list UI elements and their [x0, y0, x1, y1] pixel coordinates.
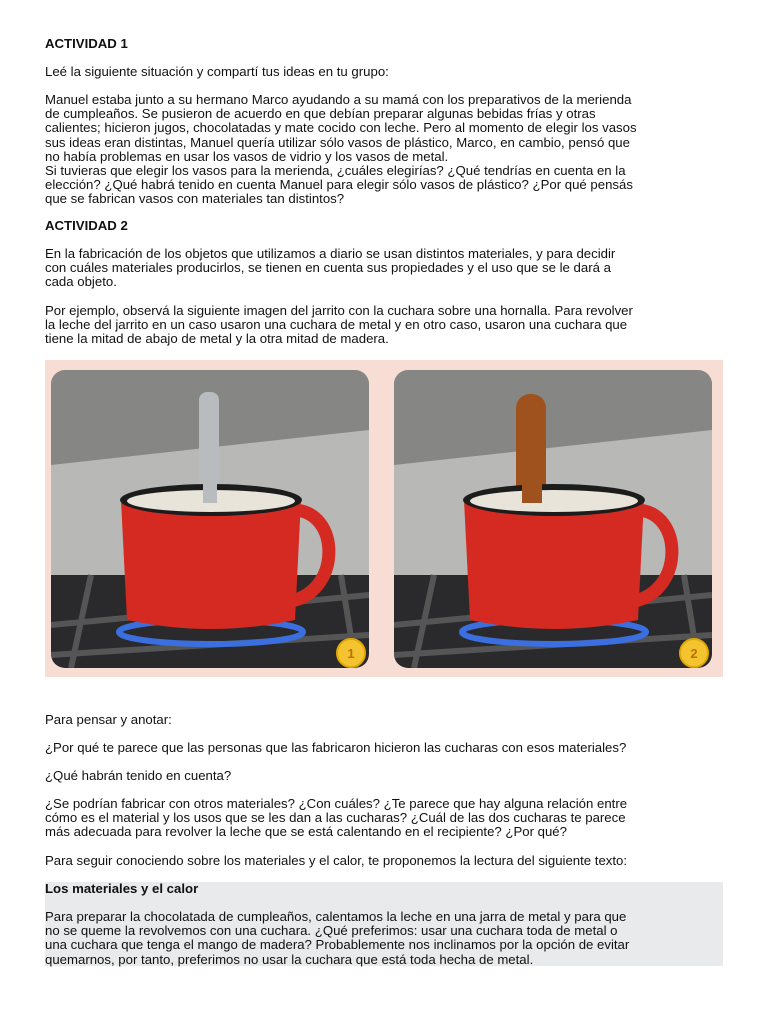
question-3: ¿Se podrían fabricar con otros materiales? ¿Con cuáles? ¿Te parece que hay alguna relación entre cómo es el material y los usos que se les dan a las cucharas? ¿Cuál de las dos cucharas te parece más adecuada para revolver la leche que se está calentando en el recipiente? ¿Por qué? — [45, 796, 628, 840]
red-mug — [464, 500, 644, 629]
red-mug — [121, 500, 301, 629]
activity-1-intro: Leé la siguiente situación y compartí tus ideas en tu grupo: — [45, 64, 389, 79]
wood-spoon-photo — [394, 370, 712, 668]
reading-body: Para preparar la chocolatada de cumpleaños, calentamos la leche en una jarra de metal y para que no se queme la revolvemos con una cuchara. ¿Qué preferimos: usar una cuchara toda de metal o una cuchara que tenga el mango de madera? Probablemente nos inclinamos por la opción de evitar quemarnos, por tanto, preferimos no usar la cuchara que está toda hecha de metal. — [45, 909, 630, 967]
reading-intro: Para seguir conociendo sobre los materiales y el calor, te proponemos la lectura del siguiente texto: — [45, 853, 628, 868]
metal-spoon-shaft — [203, 470, 217, 503]
activity-2-paragraph-1: En la fabricación de los objetos que utilizamos a diario se usan distintos materiales, y para decidir con cuáles materiales producirlos, se tienen en cuenta sus propiedades y el uso que se le dará a cada objeto. — [45, 246, 616, 290]
mug-spoon-figure — [45, 360, 723, 677]
activity-1-heading: ACTIVIDAD 1 — [45, 36, 128, 51]
badge-label: 2 — [690, 646, 698, 661]
question-2: ¿Qué habrán tenido en cuenta? — [45, 768, 232, 783]
photo-panel-metal-spoon — [51, 370, 369, 668]
question-1: ¿Por qué te parece que las personas que las fabricaron hicieron las cucharas con esos materiales? — [45, 740, 627, 755]
activity-2-heading: ACTIVIDAD 2 — [45, 218, 128, 233]
milk-surface — [470, 490, 638, 512]
photo-panel-wood-spoon — [394, 370, 712, 668]
badge-label: 1 — [347, 646, 355, 661]
wood-spoon-shaft — [522, 470, 542, 503]
reading-title: Los materiales y el calor — [45, 881, 199, 896]
questions-prompt: Para pensar y anotar: — [45, 712, 172, 727]
activity-2-paragraph-2: Por ejemplo, observá la siguiente imagen del jarrito con la cuchara sobre una hornalla. Para revolver la leche del jarrito en un caso usaron una cuchara de metal y en otro caso, usaron una cuchara que tiene la mitad de abajo de metal y la otra mitad de madera. — [45, 303, 633, 347]
activity-1-story: Manuel estaba junto a su hermano Marco ayudando a su mamá con los preparativos de la merienda de cumpleaños. Se pusieron de acuerdo en que debían preparar algunas bebidas frías y otras calientes; hicieron jugos, chocolatadas y mate cocido con leche. Pero al momento de elegir los vasos sus ideas eran distintas, Manuel quería utilizar sólo vasos de plástico, Marco, en cambio, pensó que no había problemas en usar los vasos de vidrio y los vasos de metal. Si tuvieras que elegir los vasos para la merienda, ¿cuáles elegirías? ¿Qué tendrías en cuenta en la elección? ¿Qué habrá tenido en cuenta Manuel para elegir sólo vasos de plástico? ¿Por qué pensás que se fabrican vasos con materiales tan distintos? — [45, 92, 637, 207]
metal-spoon-photo — [51, 370, 369, 668]
